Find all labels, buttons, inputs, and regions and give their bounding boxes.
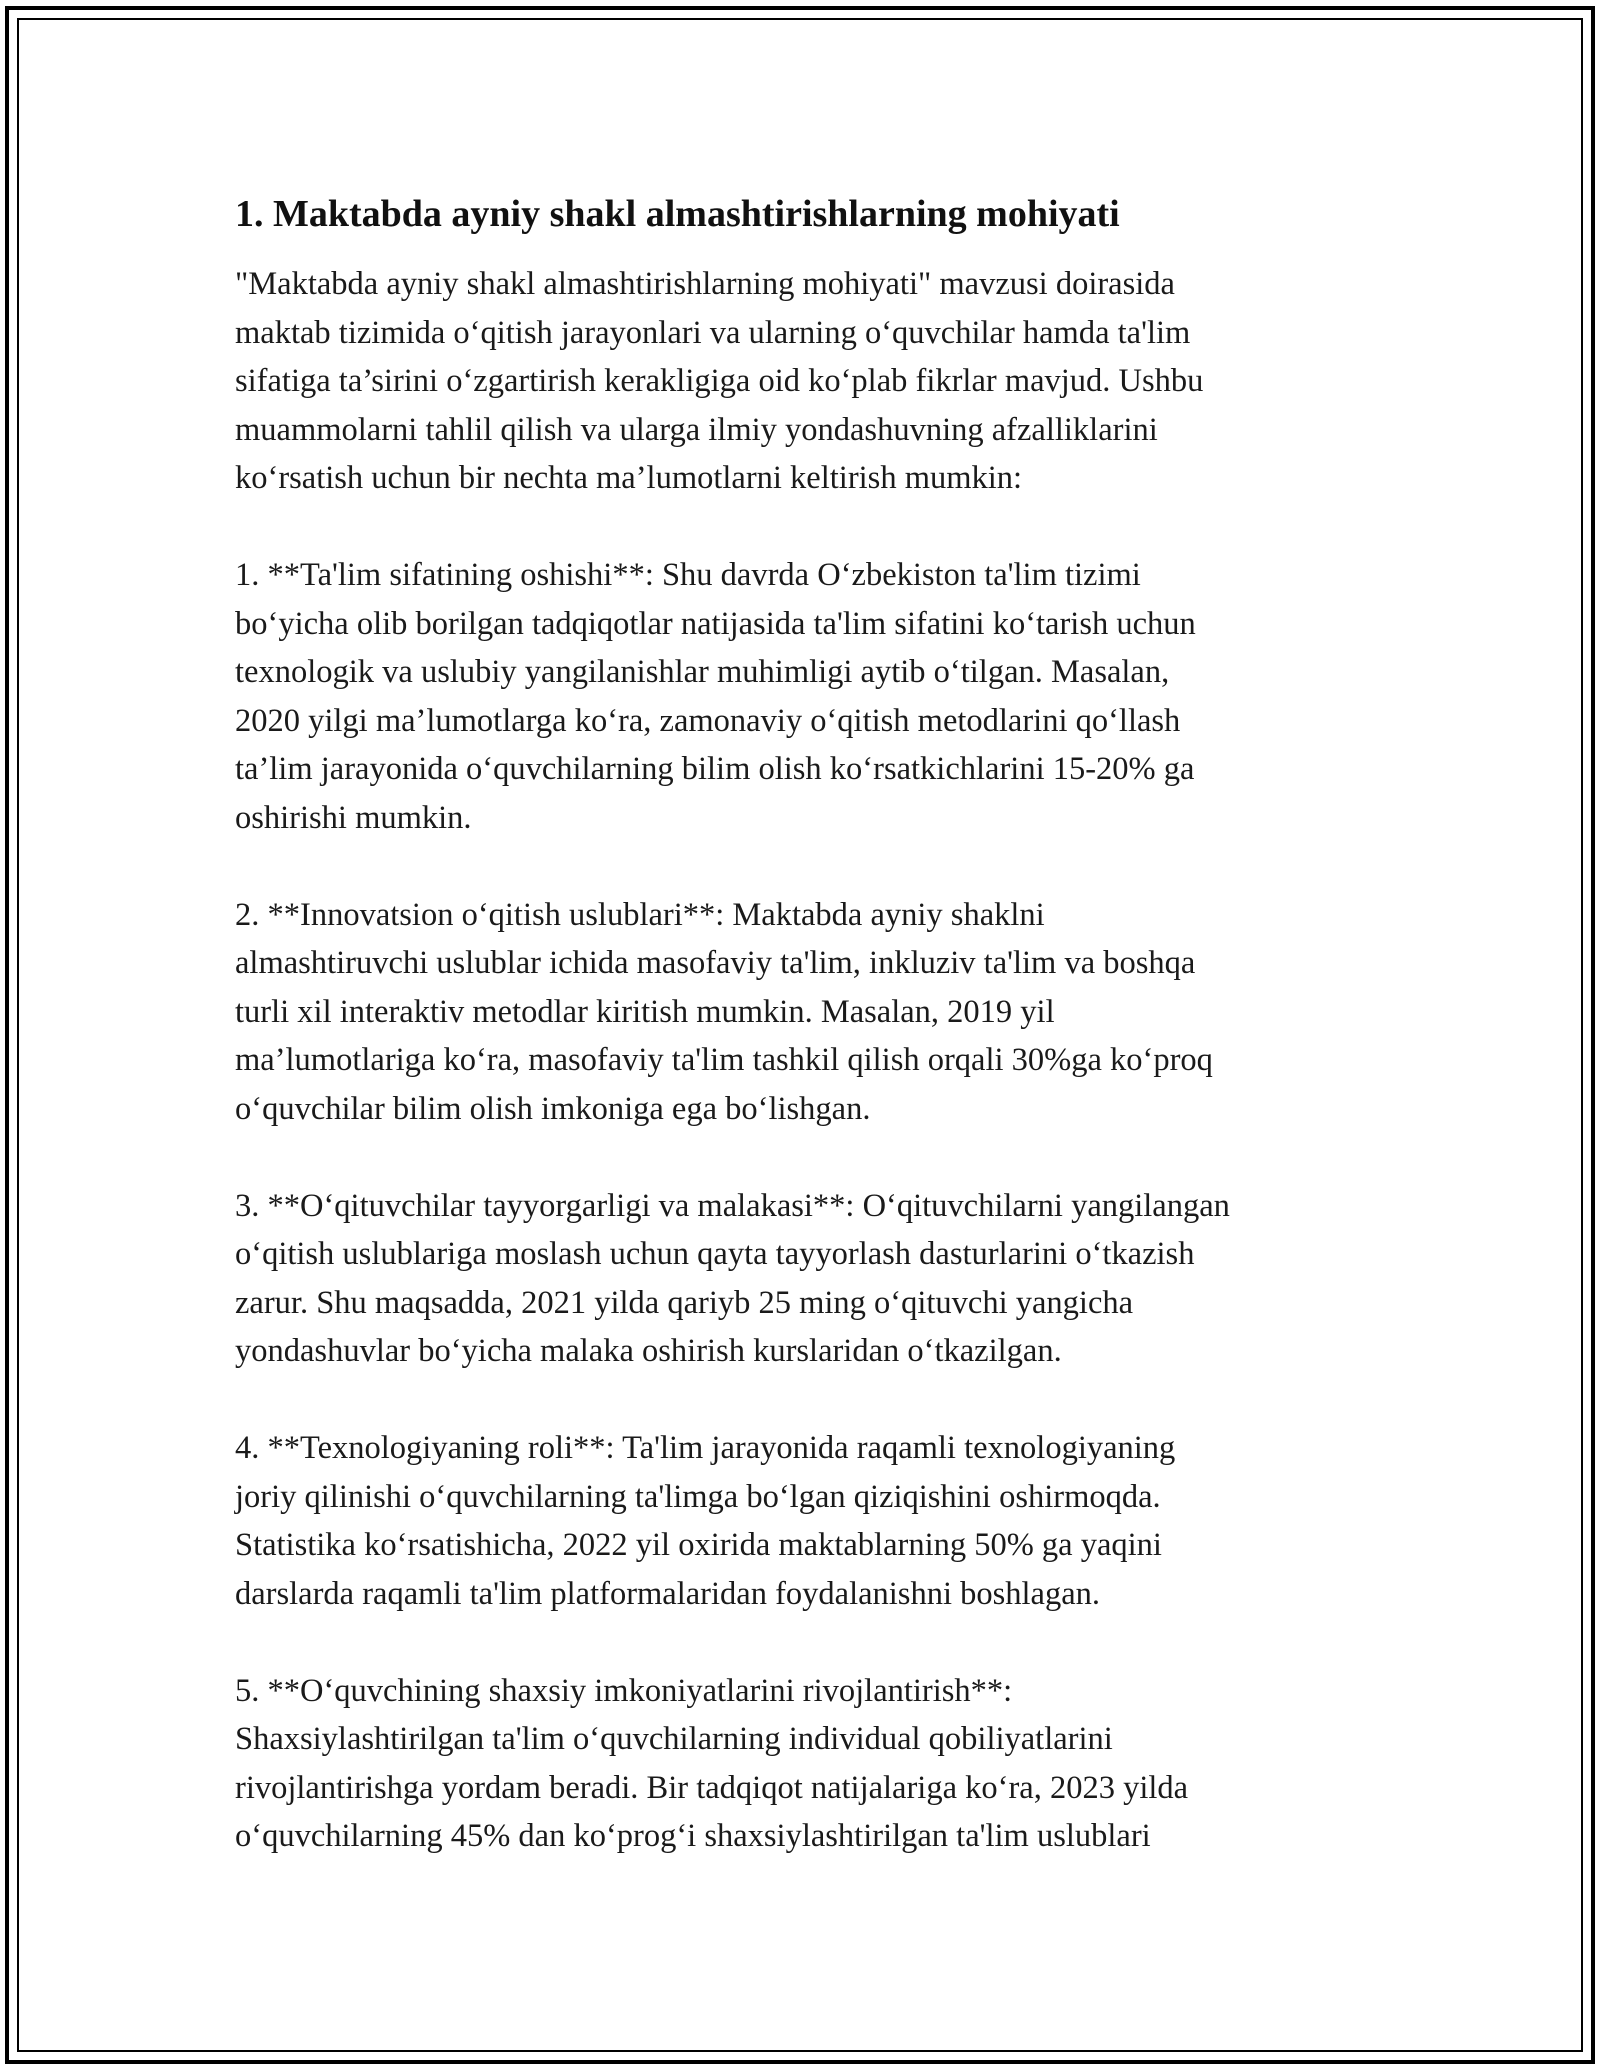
paragraph-line: almashtiruvchi uslublar ichida masofaviy ta'lim, inkluziv ta'lim va boshqa [235,945,1196,981]
paragraph-line: oshirishi mumkin. [235,799,472,836]
list-item-5 [235,1667,1375,1861]
paragraph-line: maktab tizimida o‘qitish jarayonlari va ularning o‘quvchilar hamda ta'lim [235,314,1191,351]
paragraph-line: rivojlantirishga yordam beradi. Bir tadqiqot natijalariga ko‘ra, 2023 yilda [235,1769,1189,1806]
paragraph-line: Statistika ko‘rsatishicha, 2022 yil oxirida maktablarning 50% ga yaqini [235,1527,1162,1563]
paragraph-line: ko‘rsatish uchun bir nechta ma’lumotlarni keltirish mumkin: [235,460,1023,496]
paragraph-line: ta’lim jarayonida o‘quvchilarning bilim olish ko‘rsatkichlarini 15-20% ga [235,751,1195,787]
paragraph-line: o‘quvchilarning 45% dan ko‘prog‘i shaxsiylashtirilgan ta'lim uslublari [235,1818,1151,1854]
paragraph-line: 1. **Ta'lim sifatining oshishi**: Shu davrda O‘zbekiston ta'lim tizimi [235,557,1141,593]
paragraph-line: bo‘yicha olib borilgan tadqiqotlar natijasida ta'lim sifatini ko‘tarish uchun [235,605,1196,642]
list-item-1 [235,551,1375,842]
paragraph-line: yondashuvlar bo‘yicha malaka oshirish kurslaridan o‘tkazilgan. [235,1333,1062,1369]
paragraph-line: zarur. Shu maqsadda, 2021 yilda qariyb 25 ming o‘qituvchi yangicha [235,1284,1134,1321]
paragraph-line: joriy qilinishi o‘quvchilarning ta'limga bo‘lgan qiziqishini oshirmoqda. [235,1478,1161,1515]
list-item-4 [235,1424,1375,1618]
paragraph-line: sifatiga ta’sirini o‘zgartirish kerakligiga oid ko‘plab fikrlar mavjud. Ushbu [235,363,1204,399]
paragraph-line: texnologik va uslubiy yangilanishlar muhimligi aytib o‘tilgan. Masalan, [235,654,1170,690]
paragraph-line: 4. **Texnologiyaning roli**: Ta'lim jarayonida raqamli texnologiyaning [235,1430,1176,1466]
paragraph-line: "Maktabda ayniy shakl almashtirishlarning mohiyati" mavzusi doirasida [235,266,1175,302]
list-item-3 [235,1182,1375,1376]
paragraph-line: 2020 yilgi ma’lumotlarga ko‘ra, zamonaviy o‘qitish metodlarini qo‘llash [235,702,1181,739]
paragraph-line: 5. **O‘quvchining shaxsiy imkoniyatlarini rivojlantirish**: [235,1672,1013,1709]
intro-paragraph [235,260,1375,503]
paragraph-line: darslarda raqamli ta'lim platformalaridan foydalanishni boshlagan. [235,1575,1101,1612]
section-heading: 1. Maktabda ayniy shakl almashtirishlarning mohiyati [235,193,1120,235]
paragraph-line: 3. **O‘qituvchilar tayyorgarligi va malakasi**: O‘qituvchilarni yangilangan [235,1187,1230,1224]
list-item-2 [235,891,1375,1134]
paragraph-line: o‘qitish uslublariga moslash uchun qayta tayyorlash dasturlarini o‘tkazish [235,1236,1195,1272]
paragraph-line: 2. **Innovatsion o‘qitish uslublari**: Maktabda ayniy shaklni [235,896,1045,933]
paragraph-line: Shaxsiylashtirilgan ta'lim o‘quvchilarning individual qobiliyatlarini [235,1721,1113,1757]
paragraph-line: ma’lumotlariga ko‘ra, masofaviy ta'lim tashkil qilish orqali 30%ga ko‘proq [235,1042,1213,1078]
document-body [235,188,1375,1909]
paragraph-line: o‘quvchilar bilim olish imkoniga ega bo‘lishgan. [235,1090,871,1127]
paragraph-line: muammolarni tahlil qilish va ularga ilmiy yondashuvning afzalliklarini [235,411,1158,448]
paragraph-line: turli xil interaktiv metodlar kiritish mumkin. Masalan, 2019 yil [235,993,1055,1030]
